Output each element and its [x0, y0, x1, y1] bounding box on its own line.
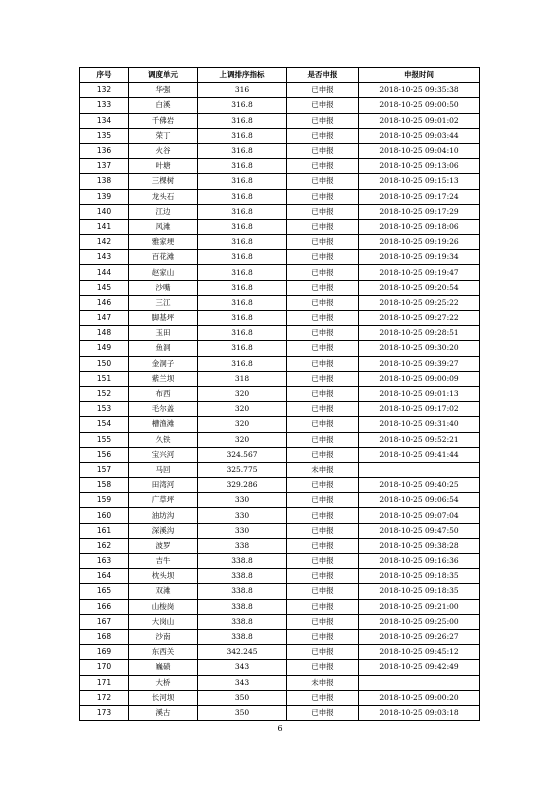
- cell-index: 156: [80, 447, 129, 462]
- table-row: [80, 554, 480, 569]
- cell-index: 168: [80, 629, 129, 644]
- cell-declared: 未申报: [287, 462, 359, 477]
- cell-unit: 久铁: [129, 432, 198, 447]
- cell-declare-time: 2018-10-25 09:28:51: [359, 326, 480, 341]
- cell-declare-time: 2018-10-25 09:20:54: [359, 280, 480, 295]
- cell-ranking-index: 316.8: [198, 159, 287, 174]
- cell-declared: 已申报: [287, 113, 359, 128]
- cell-ranking-index: 316.8: [198, 326, 287, 341]
- cell-declare-time: 2018-10-25 09:01:02: [359, 113, 480, 128]
- cell-declared: 已申报: [287, 326, 359, 341]
- cell-index: 140: [80, 204, 129, 219]
- cell-declare-time: 2018-10-25 09:17:02: [359, 402, 480, 417]
- cell-declared: 已申报: [287, 508, 359, 523]
- cell-unit: 三棵树: [129, 174, 198, 189]
- cell-index: 135: [80, 128, 129, 143]
- cell-declared: 已申报: [287, 478, 359, 493]
- cell-ranking-index: 329.286: [198, 478, 287, 493]
- cell-index: 139: [80, 189, 129, 204]
- cell-ranking-index: 330: [198, 493, 287, 508]
- table-row: [80, 402, 480, 417]
- cell-unit: 脚基坪: [129, 311, 198, 326]
- cell-ranking-index: 338.8: [198, 569, 287, 584]
- cell-unit: 火谷: [129, 143, 198, 158]
- cell-unit: 东西关: [129, 645, 198, 660]
- cell-index: 160: [80, 508, 129, 523]
- cell-declared: 已申报: [287, 705, 359, 720]
- cell-unit: 白溪: [129, 98, 198, 113]
- table-row: [80, 265, 480, 280]
- table-row: [80, 280, 480, 295]
- cell-ranking-index: 316.8: [198, 204, 287, 219]
- table-row: [80, 311, 480, 326]
- cell-declared: 已申报: [287, 295, 359, 310]
- table-row: [80, 371, 480, 386]
- table-row: [80, 538, 480, 553]
- cell-unit: 大桥: [129, 675, 198, 690]
- cell-ranking-index: 338.8: [198, 584, 287, 599]
- cell-index: 142: [80, 235, 129, 250]
- table-row: [80, 356, 480, 371]
- cell-declared: 已申报: [287, 660, 359, 675]
- cell-index: 162: [80, 538, 129, 553]
- table-row: [80, 83, 480, 98]
- cell-declare-time: 2018-10-25 09:35:38: [359, 83, 480, 98]
- cell-declare-time: 2018-10-25 09:18:35: [359, 584, 480, 599]
- cell-declared: 已申报: [287, 493, 359, 508]
- cell-index: 137: [80, 159, 129, 174]
- cell-index: 136: [80, 143, 129, 158]
- table-row: [80, 189, 480, 204]
- cell-unit: 广草坪: [129, 493, 198, 508]
- cell-declare-time: 2018-10-25 09:27:22: [359, 311, 480, 326]
- cell-declared: 已申报: [287, 629, 359, 644]
- cell-declare-time: 2018-10-25 09:19:26: [359, 235, 480, 250]
- cell-declare-time: 2018-10-25 09:25:00: [359, 614, 480, 629]
- cell-unit: 大岗山: [129, 614, 198, 629]
- cell-ranking-index: 330: [198, 508, 287, 523]
- cell-declared: 已申报: [287, 417, 359, 432]
- table-row: [80, 660, 480, 675]
- cell-unit: 风滩: [129, 219, 198, 234]
- table-row: [80, 98, 480, 113]
- cell-declare-time: 2018-10-25 09:13:06: [359, 159, 480, 174]
- table-row: [80, 523, 480, 538]
- cell-unit: 宝兴河: [129, 447, 198, 462]
- cell-unit: 千佛岩: [129, 113, 198, 128]
- cell-ranking-index: 330: [198, 523, 287, 538]
- cell-declare-time: 2018-10-25 09:00:50: [359, 98, 480, 113]
- cell-unit: 江边: [129, 204, 198, 219]
- cell-declare-time: 2018-10-25 09:19:34: [359, 250, 480, 265]
- cell-unit: 布西: [129, 386, 198, 401]
- cell-declared: 已申报: [287, 174, 359, 189]
- table-row: [80, 326, 480, 341]
- cell-index: 153: [80, 402, 129, 417]
- cell-unit: 沙嘴: [129, 280, 198, 295]
- cell-ranking-index: 316.8: [198, 356, 287, 371]
- cell-declare-time: 2018-10-25 09:18:35: [359, 569, 480, 584]
- cell-declare-time: 2018-10-25 09:42:49: [359, 660, 480, 675]
- cell-ranking-index: 343: [198, 675, 287, 690]
- cell-ranking-index: 316.8: [198, 311, 287, 326]
- cell-declare-time: 2018-10-25 09:00:09: [359, 371, 480, 386]
- table-row: [80, 235, 480, 250]
- cell-declared: 已申报: [287, 311, 359, 326]
- table-row: [80, 417, 480, 432]
- cell-ranking-index: 350: [198, 705, 287, 720]
- table-row: [80, 569, 480, 584]
- cell-declared: 已申报: [287, 189, 359, 204]
- cell-declare-time: 2018-10-25 09:40:25: [359, 478, 480, 493]
- table-row: [80, 128, 480, 143]
- cell-declared: 已申报: [287, 143, 359, 158]
- cell-unit: 赵家山: [129, 265, 198, 280]
- cell-declared: 已申报: [287, 584, 359, 599]
- cell-ranking-index: 316.8: [198, 265, 287, 280]
- cell-index: 134: [80, 113, 129, 128]
- cell-ranking-index: 320: [198, 417, 287, 432]
- cell-declare-time: 2018-10-25 09:26:27: [359, 629, 480, 644]
- cell-declare-time: 2018-10-25 09:25:22: [359, 295, 480, 310]
- cell-index: 150: [80, 356, 129, 371]
- cell-declare-time: 2018-10-25 09:47:50: [359, 523, 480, 538]
- cell-unit: 油坊沟: [129, 508, 198, 523]
- cell-index: 159: [80, 493, 129, 508]
- cell-declared: 已申报: [287, 159, 359, 174]
- cell-ranking-index: 350: [198, 690, 287, 705]
- cell-index: 167: [80, 614, 129, 629]
- cell-index: 146: [80, 295, 129, 310]
- cell-unit: 华强: [129, 83, 198, 98]
- cell-ranking-index: 320: [198, 402, 287, 417]
- dispatch-report-table: [79, 67, 480, 721]
- header-unit: 调度单元: [129, 68, 198, 83]
- cell-ranking-index: 324.567: [198, 447, 287, 462]
- cell-unit: 吉牛: [129, 554, 198, 569]
- cell-declared: 已申报: [287, 83, 359, 98]
- cell-declared: 已申报: [287, 447, 359, 462]
- cell-index: 155: [80, 432, 129, 447]
- cell-ranking-index: 316.8: [198, 128, 287, 143]
- cell-ranking-index: 316.8: [198, 98, 287, 113]
- header-ranking-index: 上调排序指标: [198, 68, 287, 83]
- table-row: [80, 675, 480, 690]
- table-row: [80, 113, 480, 128]
- cell-unit: 叶塘: [129, 159, 198, 174]
- cell-index: 144: [80, 265, 129, 280]
- cell-ranking-index: 318: [198, 371, 287, 386]
- cell-ranking-index: 316.8: [198, 219, 287, 234]
- cell-declared: 已申报: [287, 569, 359, 584]
- cell-declared: 未申报: [287, 675, 359, 690]
- cell-index: 151: [80, 371, 129, 386]
- cell-index: 165: [80, 584, 129, 599]
- cell-index: 133: [80, 98, 129, 113]
- cell-declared: 已申报: [287, 645, 359, 660]
- cell-unit: 山梭岗: [129, 599, 198, 614]
- table-row: [80, 432, 480, 447]
- table-row: [80, 645, 480, 660]
- cell-declared: 已申报: [287, 341, 359, 356]
- cell-declared: 已申报: [287, 250, 359, 265]
- page-number: 6: [277, 724, 283, 733]
- cell-index: 154: [80, 417, 129, 432]
- cell-declared: 已申报: [287, 204, 359, 219]
- cell-unit: 双滩: [129, 584, 198, 599]
- cell-unit: 巍碛: [129, 660, 198, 675]
- cell-declare-time: 2018-10-25 09:19:47: [359, 265, 480, 280]
- cell-unit: 龙头石: [129, 189, 198, 204]
- table-row: [80, 219, 480, 234]
- cell-ranking-index: 316.8: [198, 280, 287, 295]
- table-row: [80, 478, 480, 493]
- cell-index: 172: [80, 690, 129, 705]
- cell-unit: 毛尔盖: [129, 402, 198, 417]
- cell-declare-time: 2018-10-25 09:00:20: [359, 690, 480, 705]
- cell-declare-time: 2018-10-25 09:03:18: [359, 705, 480, 720]
- cell-ranking-index: 316.8: [198, 235, 287, 250]
- cell-unit: 紫兰坝: [129, 371, 198, 386]
- header-row: [80, 68, 480, 83]
- cell-declare-time: 2018-10-25 09:07:04: [359, 508, 480, 523]
- table-row: [80, 159, 480, 174]
- cell-index: 171: [80, 675, 129, 690]
- table-row: [80, 599, 480, 614]
- cell-declared: 已申报: [287, 614, 359, 629]
- cell-declare-time: 2018-10-25 09:52:21: [359, 432, 480, 447]
- cell-index: 166: [80, 599, 129, 614]
- cell-declared: 已申报: [287, 386, 359, 401]
- cell-ranking-index: 316.8: [198, 250, 287, 265]
- cell-index: 152: [80, 386, 129, 401]
- cell-index: 141: [80, 219, 129, 234]
- cell-declare-time: 2018-10-25 09:45:12: [359, 645, 480, 660]
- cell-index: 143: [80, 250, 129, 265]
- cell-index: 132: [80, 83, 129, 98]
- cell-index: 169: [80, 645, 129, 660]
- cell-declare-time: 2018-10-25 09:17:29: [359, 204, 480, 219]
- cell-declare-time: 2018-10-25 09:04:10: [359, 143, 480, 158]
- cell-declare-time: 2018-10-25 09:31:40: [359, 417, 480, 432]
- cell-declare-time: 2018-10-25 09:17:24: [359, 189, 480, 204]
- cell-declare-time: 2018-10-25 09:39:27: [359, 356, 480, 371]
- cell-index: 149: [80, 341, 129, 356]
- cell-declare-time: 2018-10-25 09:06:54: [359, 493, 480, 508]
- cell-declare-time: 2018-10-25 09:16:36: [359, 554, 480, 569]
- table-row: [80, 629, 480, 644]
- cell-index: 157: [80, 462, 129, 477]
- cell-index: 170: [80, 660, 129, 675]
- table-row: [80, 584, 480, 599]
- cell-declare-time: [359, 675, 480, 690]
- cell-ranking-index: 320: [198, 386, 287, 401]
- cell-ranking-index: 316.8: [198, 295, 287, 310]
- cell-declared: 已申报: [287, 538, 359, 553]
- header-declared: 是否申报: [287, 68, 359, 83]
- table-row: [80, 143, 480, 158]
- table-row: [80, 386, 480, 401]
- cell-declared: 已申报: [287, 554, 359, 569]
- cell-declare-time: 2018-10-25 09:38:28: [359, 538, 480, 553]
- cell-ranking-index: 343: [198, 660, 287, 675]
- cell-declared: 已申报: [287, 432, 359, 447]
- cell-unit: 长河坝: [129, 690, 198, 705]
- table-row: [80, 508, 480, 523]
- cell-declared: 已申报: [287, 356, 359, 371]
- cell-unit: 枕头坝: [129, 569, 198, 584]
- header-index: 序号: [80, 68, 129, 83]
- cell-ranking-index: 316.8: [198, 189, 287, 204]
- cell-ranking-index: 325.775: [198, 462, 287, 477]
- table-row: [80, 462, 480, 477]
- cell-index: 158: [80, 478, 129, 493]
- cell-unit: 槽渔滩: [129, 417, 198, 432]
- table-row: [80, 174, 480, 189]
- cell-declared: 已申报: [287, 599, 359, 614]
- cell-declared: 已申报: [287, 690, 359, 705]
- cell-declare-time: 2018-10-25 09:18:06: [359, 219, 480, 234]
- cell-ranking-index: 316.8: [198, 143, 287, 158]
- cell-ranking-index: 316: [198, 83, 287, 98]
- cell-ranking-index: 320: [198, 432, 287, 447]
- table-body: [80, 83, 480, 721]
- cell-unit: 田湾河: [129, 478, 198, 493]
- cell-index: 163: [80, 554, 129, 569]
- table-header: [80, 68, 480, 83]
- table-row: [80, 447, 480, 462]
- cell-unit: 鱼洞: [129, 341, 198, 356]
- cell-unit: 深溪沟: [129, 523, 198, 538]
- cell-declare-time: 2018-10-25 09:15:13: [359, 174, 480, 189]
- cell-declare-time: 2018-10-25 09:41:44: [359, 447, 480, 462]
- cell-ranking-index: 316.8: [198, 341, 287, 356]
- cell-ranking-index: 316.8: [198, 113, 287, 128]
- cell-unit: 百花滩: [129, 250, 198, 265]
- cell-unit: 沙南: [129, 629, 198, 644]
- cell-unit: 雅家埂: [129, 235, 198, 250]
- cell-declare-time: 2018-10-25 09:01:13: [359, 386, 480, 401]
- cell-declared: 已申报: [287, 265, 359, 280]
- cell-declared: 已申报: [287, 402, 359, 417]
- table-row: [80, 614, 480, 629]
- cell-index: 164: [80, 569, 129, 584]
- cell-index: 148: [80, 326, 129, 341]
- cell-index: 147: [80, 311, 129, 326]
- cell-index: 138: [80, 174, 129, 189]
- cell-ranking-index: 338.8: [198, 554, 287, 569]
- table-row: [80, 690, 480, 705]
- table-row: [80, 341, 480, 356]
- cell-index: 173: [80, 705, 129, 720]
- table-row: [80, 250, 480, 265]
- cell-ranking-index: 338.8: [198, 614, 287, 629]
- table-row: [80, 493, 480, 508]
- cell-declared: 已申报: [287, 371, 359, 386]
- header-declare-time: 申报时间: [359, 68, 480, 83]
- cell-declare-time: 2018-10-25 09:30:20: [359, 341, 480, 356]
- cell-ranking-index: 316.8: [198, 174, 287, 189]
- table-row: [80, 204, 480, 219]
- cell-declared: 已申报: [287, 98, 359, 113]
- cell-unit: 马回: [129, 462, 198, 477]
- cell-declared: 已申报: [287, 523, 359, 538]
- cell-ranking-index: 338.8: [198, 629, 287, 644]
- cell-unit: 波罗: [129, 538, 198, 553]
- cell-declare-time: 2018-10-25 09:03:44: [359, 128, 480, 143]
- cell-ranking-index: 338: [198, 538, 287, 553]
- cell-declared: 已申报: [287, 280, 359, 295]
- cell-declared: 已申报: [287, 128, 359, 143]
- cell-index: 161: [80, 523, 129, 538]
- cell-declare-time: 2018-10-25 09:21:00: [359, 599, 480, 614]
- cell-declared: 已申报: [287, 235, 359, 250]
- cell-unit: 玉田: [129, 326, 198, 341]
- table-row: [80, 295, 480, 310]
- cell-ranking-index: 342.245: [198, 645, 287, 660]
- cell-declared: 已申报: [287, 219, 359, 234]
- cell-ranking-index: 338.8: [198, 599, 287, 614]
- cell-unit: 荣丁: [129, 128, 198, 143]
- cell-declare-time: [359, 462, 480, 477]
- cell-index: 145: [80, 280, 129, 295]
- cell-unit: 三江: [129, 295, 198, 310]
- cell-unit: 溪古: [129, 705, 198, 720]
- cell-unit: 金洞子: [129, 356, 198, 371]
- table-row: [80, 705, 480, 720]
